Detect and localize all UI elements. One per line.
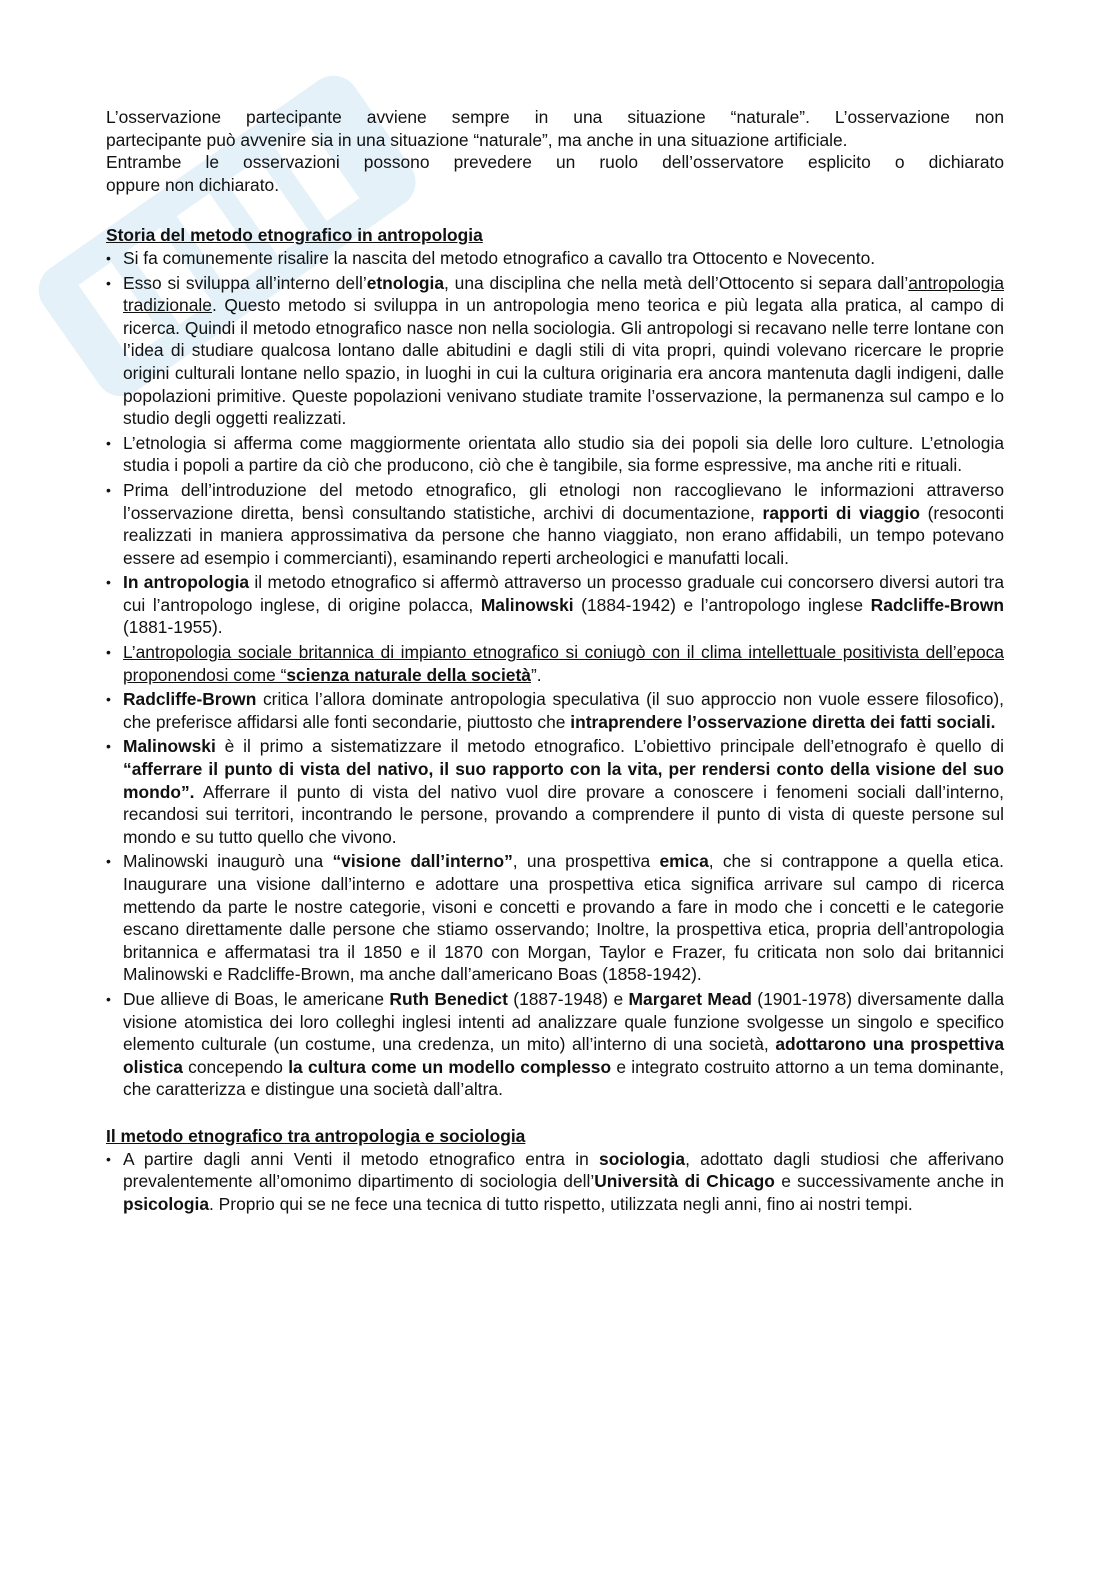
text-run: (1881-1955).	[123, 617, 223, 638]
text-run: Si fa comunemente risalire la nascita del metodo etnografico a cavallo tra Ottocento e Novecento.	[123, 247, 876, 268]
section-2-heading: Il metodo etnografico tra antropologia e sociologia	[106, 1125, 526, 1146]
text-run: “visione dall’interno”	[332, 851, 513, 872]
intro-paragraph	[106, 106, 1004, 196]
text-run: A partire dagli anni Venti il metodo etnografico entra in	[123, 1148, 600, 1169]
text-run: Radcliffe-Brown	[123, 689, 257, 710]
intro-line-2: partecipante può avvenire sia in una situazione “naturale”, ma anche in una situazione artificiale.	[106, 129, 848, 150]
text-run: Esso si sviluppa all’interno dell’	[123, 272, 367, 293]
section-1-heading: Storia del metodo etnografico in antropologia	[106, 225, 483, 246]
list-item	[106, 988, 1004, 1101]
list-item	[106, 247, 1004, 270]
text-run: , che si contrappone a quella etica. Inaugurare una visione dall’interno e adottare una prospettiva etica significa arrivare sul campo di ricerca mettendo da parte le nostre categorie, visoni e concetti e provando a fare in modo che i concetti e le categorie escano direttamente dalle persone che stiamo osservando; Inoltre, la prospettiva etica, propria dell’antropologia britannica e affermatasi tra il 1850 e il 1870 con Morgan, Taylor e Frazer, fu criticata non solo dai britannici Malinowski e Radcliffe-Brown, ma anche dall’americano Boas (1858-1942).	[123, 851, 1004, 985]
text-run: , una prospettiva	[512, 851, 660, 872]
text-run: “afferrare il punto di vista del nativo, il suo rapporto con la vita, per rendersi conto della visione del suo mondo”.	[123, 759, 1004, 802]
text-run: antropologia tradizionale	[123, 272, 1004, 316]
list-item	[106, 688, 1004, 733]
text-run: L’antropologia sociale britannica di impianto etnografico si coniugò con il clima intellettuale positivista dell’epoca proponendosi come “	[123, 642, 1004, 685]
text-run: . Questo metodo si sviluppa in un antropologia meno teorica e più legata alla pratica, al campo di ricerca. Quindi il metodo etnografico nasce non nella sociologia. Gli antropologi si recavano nelle terre lontane con l’idea di studiare qualcosa lontano dalle abitudini e dagli stili di vita propri, quindi volevano ricercare le proprie origini culturali lontane nello spazio, in luoghi in cui la cultura originaria era ancora mantenuta dagli indigeni, dalle popolazioni primitive. Queste popolazioni venivano studiate tramite l’osservazione, la permanenza sul campo e lo studio degli oggetti realizzati.	[123, 295, 1004, 429]
list-item	[106, 735, 1004, 848]
text-run: Afferrare il punto di vista del nativo vuol dire provare a conoscere i fenomeni sociali dall’interno, recandosi sui territori, incontrando le persone, provando a comprendere il punto di vista di queste persone sul mondo e su tutto quello che vivono.	[123, 781, 1004, 847]
list-item	[106, 272, 1004, 430]
text-run: , una disciplina che nella metà dell’Ottocento si separa dall’	[444, 272, 909, 293]
intro-line-4: oppure non dichiarato.	[106, 174, 280, 195]
list-item	[106, 479, 1004, 569]
text-run: la cultura come un modello complesso	[288, 1056, 612, 1077]
section-2-list	[106, 1148, 1004, 1216]
intro-line-1: L’osservazione partecipante avviene sempre in una situazione “naturale”. L’osservazione non	[106, 107, 1004, 127]
text-run: (1901-1978) diversamente dalla visione atomistica dei loro colleghi inglesi intenti ad analizzare quale funzione svolgesse un singolo e specifico elemento culturale (un costume, una credenza, un mito) all’interno di una società,	[123, 988, 1004, 1055]
text-run: Prima dell’introduzione del metodo etnografico, gli etnologi non raccoglievano le informazioni attraverso l’osservazione diretta, bensì consultando statistiche, archivi di documentazione,	[123, 479, 1004, 523]
list-item	[106, 432, 1004, 477]
text-run: Malinowski	[480, 594, 574, 615]
list-item	[106, 1148, 1004, 1216]
text-run: psicologia	[123, 1193, 210, 1214]
text-run: Due allieve di Boas, le americane	[123, 988, 390, 1009]
text-run: , adottato dagli studiosi che afferivano prevalentemente all’omonimo dipartimento di sociologia dell’	[123, 1148, 1004, 1192]
document-page	[106, 106, 1004, 1217]
text-run: (resoconti realizzati in maniera approssimativa da persone che hanno viaggiato, non erano affidabili, un tempo potevano essere ad esempio i commercianti), esaminando reperti archeologici e manufatti locali.	[123, 502, 1004, 568]
text-run: adottarono una prospettiva olistica	[123, 1034, 1004, 1077]
text-run: Malinowski	[123, 736, 216, 757]
text-run: . Proprio qui se ne fece una tecnica di tutto rispetto, utilizzata negli anni, fino ai nostri tempi.	[209, 1193, 913, 1214]
text-run: sociologia	[599, 1148, 686, 1169]
text-run: In antropologia	[123, 572, 250, 593]
text-run: scienza naturale della società	[286, 664, 531, 685]
text-run: rapporti di viaggio	[762, 502, 920, 523]
text-run: intraprendere l’osservazione diretta dei fatti sociali.	[570, 711, 996, 732]
text-run: L’etnologia si afferma come maggiormente orientata allo studio sia dei popoli sia delle loro culture. L’etnologia studia i popoli a partire da ciò che producono, ciò che è tangibile, sia forme espressive, ma anche riti e rituali.	[123, 432, 1004, 476]
text-run: e successivamente anche in	[774, 1171, 1004, 1192]
text-run: etnologia	[366, 272, 444, 293]
text-run: ”.	[530, 664, 542, 685]
text-run: e integrato costruito attorno a un tema dominante, che caratterizza e distingue una società dall’altra.	[123, 1056, 1005, 1100]
text-run: è il primo a sistematizzare il metodo etnografico. L’obiettivo principale dell’etnografo è quello di	[215, 736, 1004, 757]
text-run: Radcliffe-Brown	[870, 594, 1004, 615]
text-run: Ruth Benedict	[389, 988, 508, 1009]
text-run: (1884-1942) e l’antropologo inglese	[573, 594, 871, 615]
text-run: Margaret Mead	[628, 988, 752, 1009]
intro-line-3: Entrambe le osservazioni possono prevedere un ruolo dell’osservatore esplicito o dichiarato	[106, 152, 1004, 173]
text-run: concependo	[182, 1056, 289, 1077]
list-item	[106, 850, 1004, 986]
list-item	[106, 641, 1004, 686]
text-run: emica	[659, 851, 709, 872]
text-run: il metodo etnografico si affermò attraverso un processo graduale cui concorsero diversi autori tra cui l’antropologo inglese, di origine polacca,	[123, 572, 1004, 615]
text-run: Università di Chicago	[594, 1171, 775, 1192]
text-run: (1887-1948) e	[507, 988, 629, 1009]
list-item	[106, 571, 1004, 639]
text-run: critica l’allora dominate antropologia speculativa (il suo approccio non vuole essere filosofico), che preferisce affidarsi alle fonti secondarie, piuttosto che	[123, 689, 1004, 732]
section-1-list	[106, 247, 1004, 1101]
text-run: Malinowski inaugurò una	[123, 851, 333, 872]
